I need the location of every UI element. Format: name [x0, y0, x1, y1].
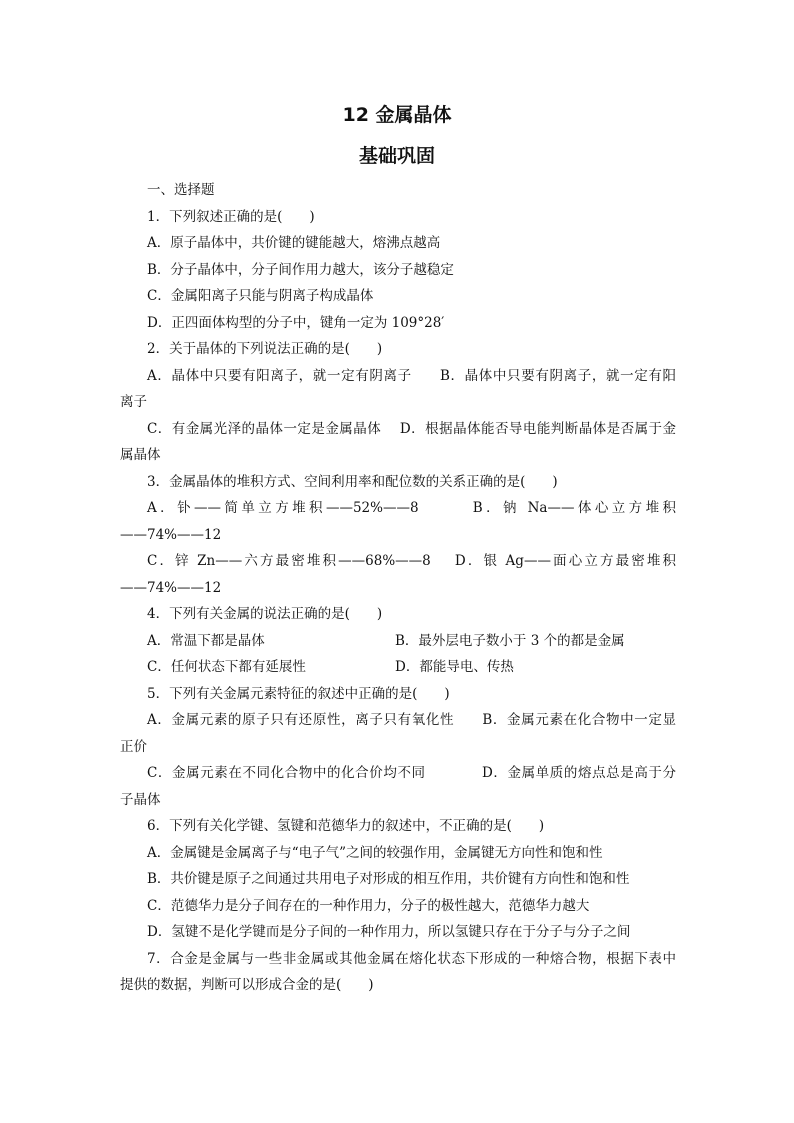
question-5-options-ab: A．金属元素的原子只有还原性，离子只有氧化性 B．金属元素在化合物中一定显: [147, 712, 676, 728]
question-1-stem: 1．下列叙述正确的是( ): [147, 208, 315, 225]
question-4-option-a: A．常温下都是晶体: [147, 632, 265, 649]
section-heading: 一、选择题: [147, 182, 215, 198]
question-3-options-ab: A．钋——简单立方堆积——52%——8 B．钠 Na——体心立方堆积: [147, 500, 676, 516]
question-6-option-d: D．氢键不是化学键而是分子间的一种作用力，所以氢键只存在于分子与分子之间: [147, 924, 631, 940]
document-subtitle: 基础巩固: [358, 145, 435, 167]
question-3-options-ab-cont: ——74%——12: [120, 526, 222, 543]
question-4-options-row-2: [120, 654, 676, 681]
question-4-option-d: D．都能导电、传热: [395, 659, 514, 675]
question-list: [120, 177, 676, 999]
question-5-options-ab-cont: 正价: [120, 738, 147, 755]
question-5-stem: 5．下列有关金属元素特征的叙述中正确的是( ): [147, 685, 450, 702]
question-4-option-b: B．最外层电子数小于 3 个的都是金属: [395, 632, 625, 649]
question-6-stem: 6．下列有关化学键、氢键和范德华力的叙述中，不正确的是( ): [147, 818, 545, 834]
question-3-options-cd: C．锌 Zn——六方最密堆积——68%——8 D．银 Ag——面心立方最密堆积: [147, 553, 676, 569]
question-5-options-cd-cont: 子晶体: [120, 791, 161, 808]
question-3-stem: 3．金属晶体的堆积方式、空间利用率和配位数的关系正确的是( ): [147, 473, 558, 490]
question-2-options-cd-cont: 属晶体: [120, 447, 161, 463]
question-7-stem-cont: 提供的数据，判断可以形成合金的是( ): [120, 977, 374, 993]
question-2-stem: 2．关于晶体的下列说法正确的是( ): [147, 341, 383, 357]
question-6-option-b: B．共价键是原子之间通过共用电子对形成的相互作用，共价键有方向性和饱和性: [147, 871, 630, 887]
question-3-options-cd-cont: ——74%——12: [120, 579, 222, 596]
question-2-options-cd: C．有金属光泽的晶体一定是金属晶体 D．根据晶体能否导电能判断晶体是否属于金: [147, 420, 676, 437]
question-2-options-ab: A．晶体中只要有阳离子，就一定有阴离子 B．晶体中只要有阴离子，就一定有阳: [147, 367, 676, 384]
question-1-option-a: A．原子晶体中，共价键的键能越大，熔沸点越高: [147, 235, 441, 251]
document-title: 12 金属晶体: [342, 104, 452, 126]
question-4-stem: 4．下列有关金属的说法正确的是( ): [147, 606, 383, 622]
question-4-options-row-1: [120, 628, 676, 655]
question-6-option-c: C．范德华力是分子间存在的一种作用力，分子的极性越大，范德华力越大: [147, 897, 590, 914]
question-1-option-c: C．金属阳离子只能与阴离子构成晶体: [147, 288, 374, 304]
question-1-option-d: D．正四面体构型的分子中，键角一定为 109°28′: [147, 314, 445, 331]
question-6-option-a: A．金属键是金属离子与“电子气”之间的较强作用，金属键无方向性和饱和性: [147, 844, 603, 861]
question-1-option-b: B．分子晶体中，分子间作用力越大，该分子越稳定: [147, 261, 454, 278]
question-7-stem: 7．合金是金属与一些非金属或其他金属在熔化状态下形成的一种熔合物，根据下表中: [147, 950, 676, 967]
question-4-option-c: C．任何状态下都有延展性: [147, 659, 306, 675]
question-5-options-cd: C．金属元素在不同化合物中的化合价均不同 D．金属单质的熔点总是高于分: [147, 765, 676, 781]
question-2-options-ab-cont: 离子: [120, 394, 147, 410]
